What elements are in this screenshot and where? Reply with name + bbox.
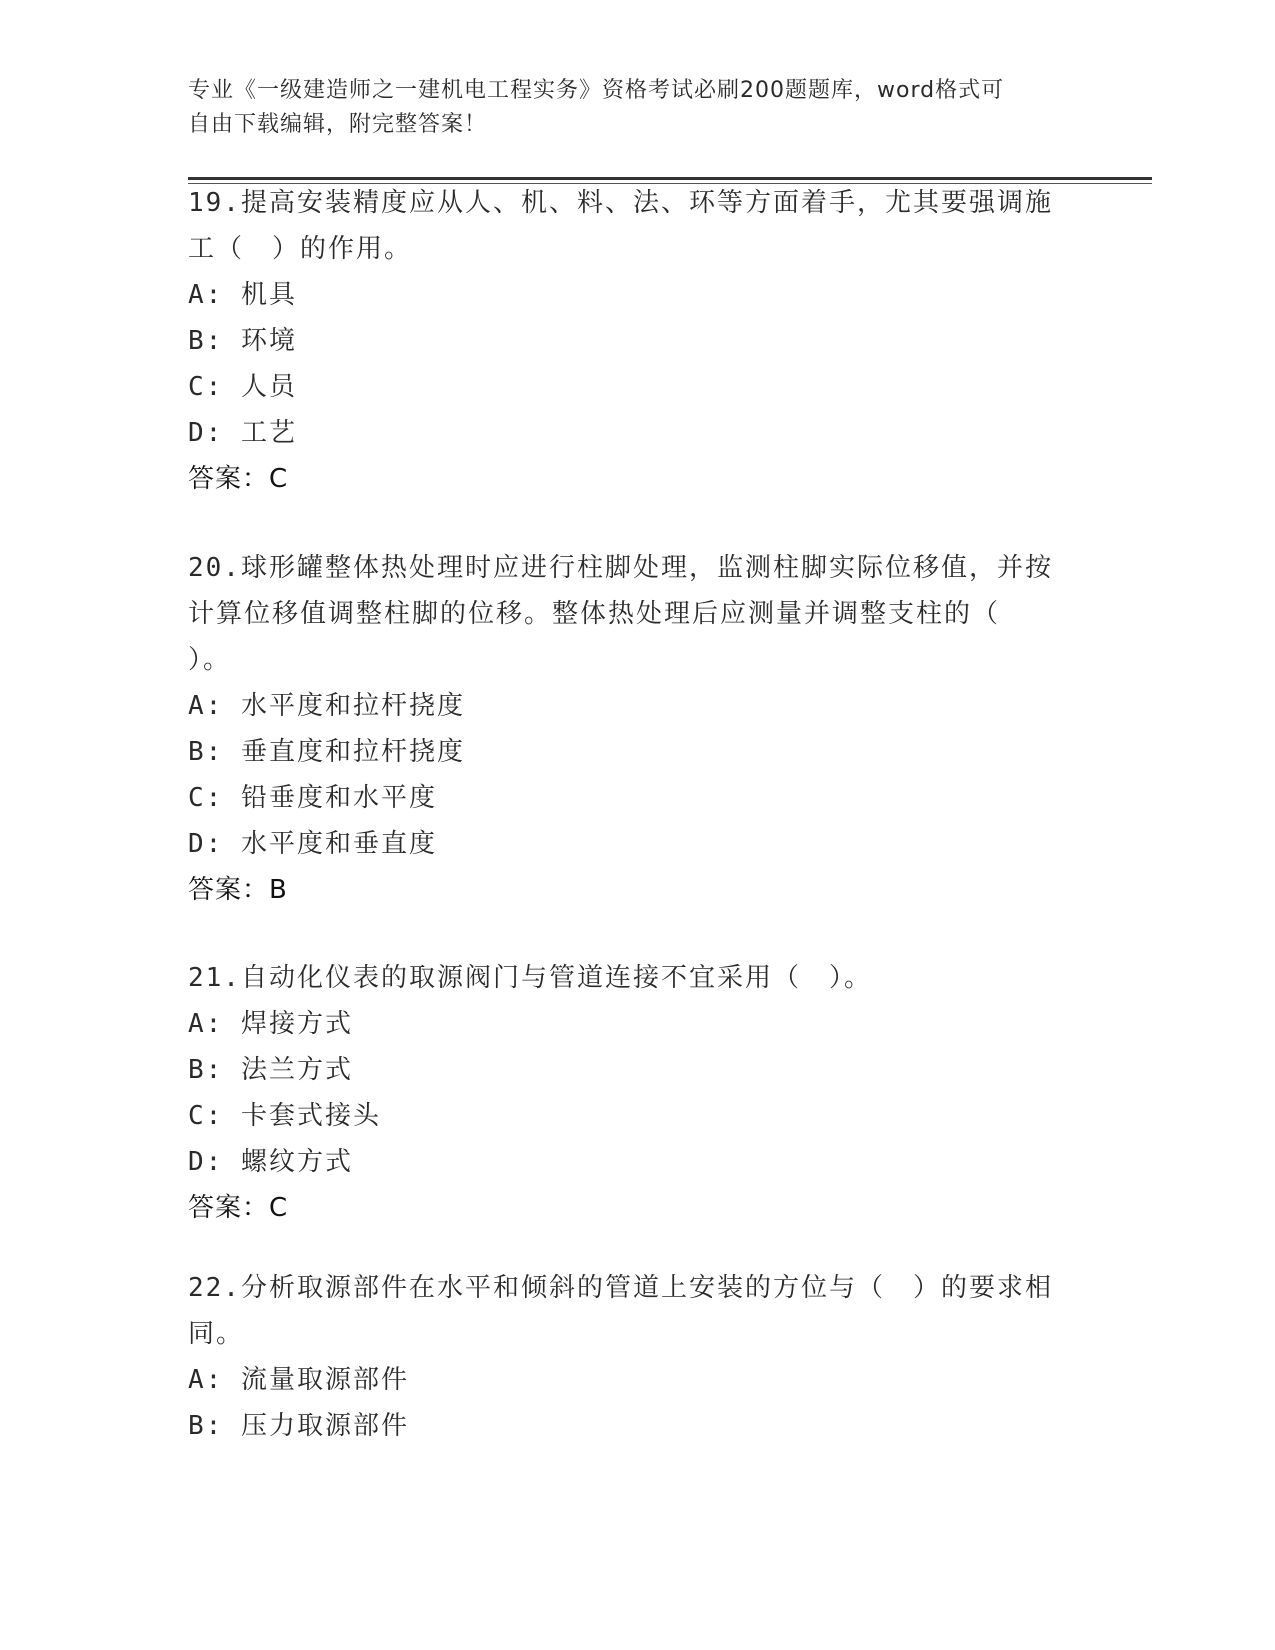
document-header bbox=[188, 74, 1068, 142]
question-21-option-d: D: 螺纹方式 bbox=[188, 1147, 353, 1177]
question-22-option-b: B: 压力取源部件 bbox=[188, 1411, 409, 1441]
header-title-line-2: 自由下载编辑，附完整答案！ bbox=[188, 112, 488, 137]
question-19-option-a: A: 机具 bbox=[188, 280, 297, 310]
question-19-option-b: B: 环境 bbox=[188, 326, 297, 356]
question-21-option-c: C: 卡套式接头 bbox=[188, 1101, 381, 1131]
question-20-text-line-3: ）。 bbox=[188, 645, 232, 675]
question-20 bbox=[188, 545, 1088, 913]
question-22-text-line-1: 22.分析取源部件在水平和倾斜的管道上安装的方位与（ ）的要求相 bbox=[188, 1273, 1053, 1303]
question-19-option-d: D: 工艺 bbox=[188, 418, 297, 448]
question-21 bbox=[188, 955, 1088, 1231]
question-20-option-d: D: 水平度和垂直度 bbox=[188, 829, 437, 859]
question-19-answer: 答案：C bbox=[188, 464, 289, 494]
question-21-option-b: B: 法兰方式 bbox=[188, 1055, 353, 1085]
question-19-option-c: C: 人员 bbox=[188, 372, 297, 402]
question-21-answer: 答案：C bbox=[188, 1193, 289, 1223]
question-21-option-a: A: 焊接方式 bbox=[188, 1009, 353, 1039]
question-19 bbox=[188, 180, 1088, 502]
question-20-answer: 答案：B bbox=[188, 875, 288, 905]
question-20-option-b: B: 垂直度和拉杆挠度 bbox=[188, 737, 465, 767]
question-20-text-line-2: 计算位移值调整柱脚的位移。整体热处理后应测量并调整支柱的（ bbox=[188, 599, 1001, 629]
header-title-line-1: 专业《一级建造师之一建机电工程实务》资格考试必刷200题题库，word格式可 bbox=[188, 78, 1005, 103]
question-22 bbox=[188, 1265, 1088, 1449]
question-19-text-line-2: 工（ ）的作用。 bbox=[188, 234, 413, 264]
question-20-text-line-1: 20.球形罐整体热处理时应进行柱脚处理，监测柱脚实际位移值，并按 bbox=[188, 553, 1053, 583]
question-22-option-a: A: 流量取源部件 bbox=[188, 1365, 409, 1395]
question-19-text-line-1: 19.提高安装精度应从人、机、料、法、环等方面着手，尤其要强调施 bbox=[188, 188, 1053, 218]
question-21-text-line-1: 21.自动化仪表的取源阀门与管道连接不宜采用（ ）。 bbox=[188, 963, 872, 993]
question-20-option-a: A: 水平度和拉杆挠度 bbox=[188, 691, 465, 721]
question-22-text-line-2: 同。 bbox=[188, 1319, 245, 1349]
question-20-option-c: C: 铅垂度和水平度 bbox=[188, 783, 437, 813]
